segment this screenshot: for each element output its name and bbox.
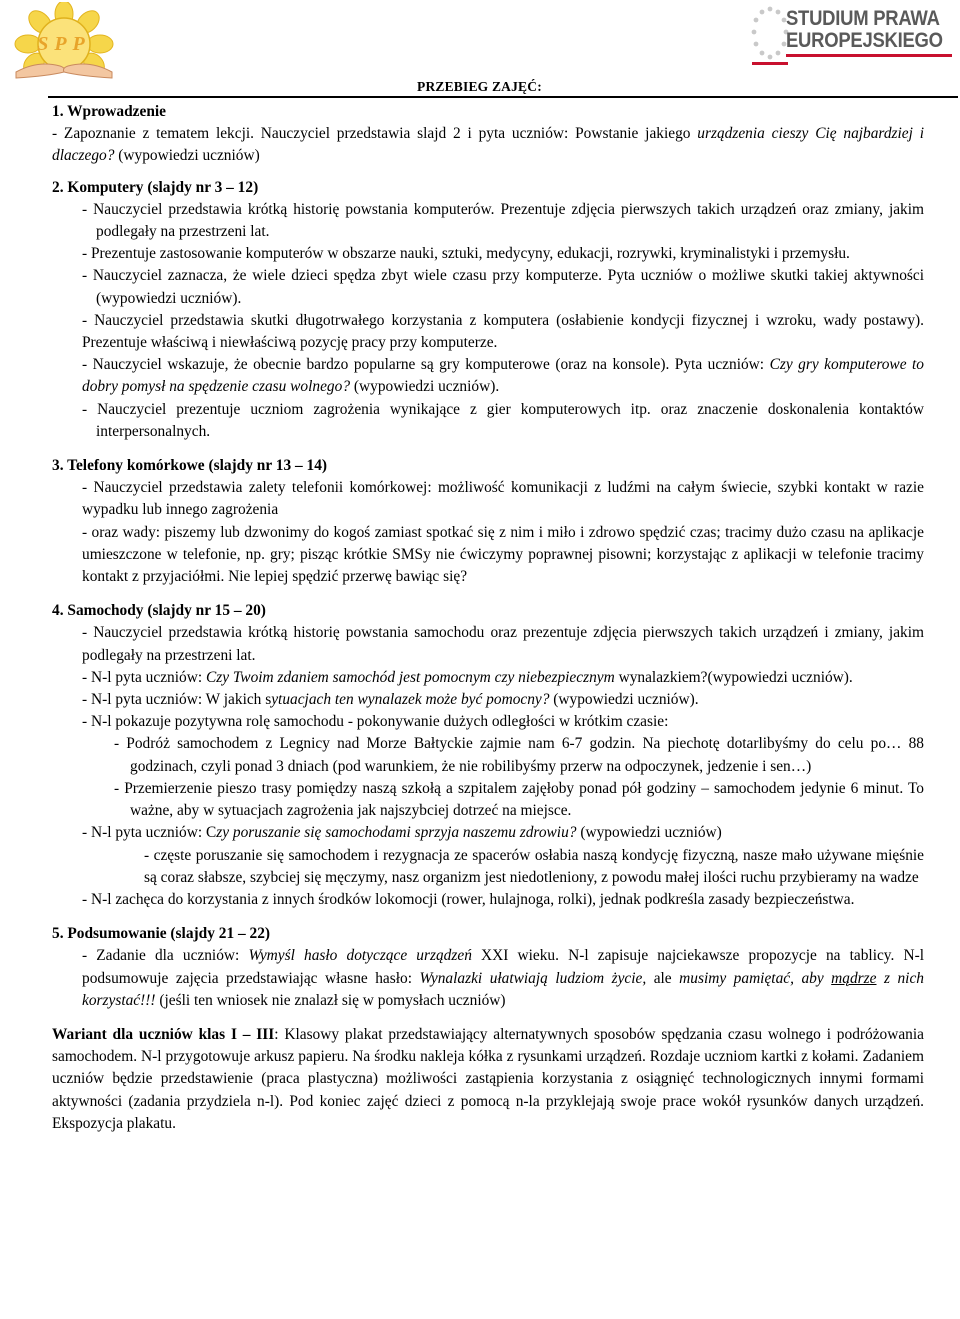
- section-4-p4: - N-l pokazuje pozytywna rolę samochodu - pokonywanie dużych odległości w krótkim czasie:: [82, 713, 669, 731]
- spp-logo: [8, 2, 120, 84]
- section-4-p3: - N-l pyta uczniów: W jakich sytuacjach ten wynalazek może być pomocny? (wypowiedzi uczniów).: [82, 691, 699, 709]
- logo-right-line-1: STUDIUM PRAWA: [786, 7, 940, 30]
- section-2-p4: - Nauczyciel przedstawia skutki długotrwałego korzystania z komputera (osłabienie kondycji fizycznej i wzroku, wady postawy). Prezentuje właściwą i niewłaściwą pozycję pracy przy komputerze.: [82, 311, 924, 352]
- header-divider: [48, 96, 958, 98]
- section-2-p5: - Nauczyciel wskazuje, że obecnie bardzo popularne są gry komputerowe (oraz na konsole). Pyta uczniów: Czy gry komputerowe to dobry pomysł na spędzenie czasu wolnego? (wypowiedzi uczniów).: [82, 356, 924, 396]
- studium-prawa-logo: [750, 2, 956, 68]
- logo-right-line-2: EUROPEJSKIEGO: [786, 29, 943, 52]
- section-2-p2: - Prezentuje zastosowanie komputerów w obszarze nauki, sztuki, medycyny, edukacji, rozrywki, kryminalistyki i przemysłu.: [82, 245, 850, 263]
- section-3-heading: 3. Telefony komórkowe (slajdy nr 13 – 14): [52, 457, 328, 475]
- section-3-p1: - Nauczyciel przedstawia zalety telefonii komórkowej: możliwość komunikacji z ludźmi na całym świecie, szybki kontakt w razie wypadku lub innego zagrożenia: [82, 479, 924, 519]
- section-5-text: - Zadanie dla uczniów: Wymyśl hasło dotyczące urządzeń XXI wieku. N-l zapisuje najciekawsze propozycje na tablicy. N-l podsumowuje zajęcia przedstawiając własne hasło: Wynalazki ułatwiają ludziom życie, ale musimy pamiętać, aby mądrze z nich korzystać!!! (jeśli ten wniosek nie znalazł się w pomysłach uczniów): [82, 947, 924, 1009]
- section-5-heading: 5. Podsumowanie (slajdy 21 – 22): [52, 925, 271, 943]
- section-4-bullet-2: - Przemierzenie pieszo trasy pomiędzy naszą szkołą a szpitalem zajęłoby ponad pół godziny – samochodem jedynie 6 minut. To ważne, aby w sytuacjach zagrożenia jak najszybciej dotrzeć na miejsce.: [114, 779, 924, 820]
- lesson-content: [52, 101, 924, 1135]
- section-4-bullet-1: - Podróż samochodem z Legnicy nad Morze Bałtyckie zajmie nam 6-7 godzin. Na piechotę dotarlibyśmy do celu po… 88 godzinach, czyli ponad 3 dniach (pod warunkiem, że nie robilibyśmy przerw na odpoczynek, jedzenie i sen…): [114, 735, 924, 775]
- section-2-p6: - Nauczyciel prezentuje uczniom zagrożenia wynikające z gier komputerowych itp. oraz znaczenie doskonalenia kontaktów interpersonalnych.: [82, 400, 924, 440]
- variant-text: : Klasowy plakat przedstawiający alternatywnych sposobów spędzania czasu wolnego i podróżowania samochodem. N-l przygotowuje arkusz papieru. Na środku nakleja kółka z rysunkami urządzeń. Rozdaje uczniom kartki z kołami. Zadaniem uczniów będzie przedstawienie (praca plastyczna) możliwości zastąpienia korzystania z osiągnięć technologicznych innymi formami aktywności (zadania przydziela n-l). Pod koniec zajęć dzieci z pomocą n-la przyklejają swoje prace wokół rysunków danych urządzeń. Ekspozycja plakatu.: [52, 1025, 924, 1132]
- section-4-p5: - N-l pyta uczniów: Czy poruszanie się samochodami sprzyja naszemu zdrowiu? (wypowiedzi uczniów): [82, 824, 722, 842]
- logo-right-red-bar: [786, 54, 952, 57]
- section-2-heading: 2. Komputery (slajdy nr 3 – 12): [52, 178, 259, 196]
- page-title: PRZEBIEG ZAJĘĆ:: [417, 79, 542, 94]
- section-4-p2: - N-l pyta uczniów: Czy Twoim zdaniem samochód jest pomocnym czy niebezpiecznym wynalazkiem?(wypowiedzi uczniów).: [82, 668, 853, 686]
- section-2-p1: - Nauczyciel przedstawia krótką historię powstania komputerów. Prezentuje zdjęcia pierwszych takich urządzeń oraz zmiany, jakim podlegały na przestrzeni lat.: [82, 200, 924, 241]
- logo-left-text: SPP: [37, 33, 91, 55]
- section-3-p2: - oraz wady: piszemy lub dzwonimy do kogoś zamiast spotkać się z nim i miło i zdrowo spędzić czas; tracimy dużo czasu na aplikacje umieszczone w telefonie, np. gry; pisząc krótkie SMSy nie ćwiczymy poprawnej pisowni; korzystając z aplikacji w telefonie tracimy kontakt z przyjaciółmi. Nie lepiej spędzić przerwę bawiąc się?: [82, 523, 924, 586]
- section-1-heading: 1. Wprowadzenie: [52, 103, 167, 120]
- logo-right-title: [786, 8, 943, 52]
- section-4-p6: - N-l zachęca do korzystania z innych środków lokomocji (rower, hulajnoga, rolki), jednak podkreśla zasady bezpieczeństwa.: [82, 890, 855, 908]
- section-2-p3: - Nauczyciel zaznacza, że wiele dzieci spędza zbyt wiele czasu przy komputerze. Pyta uczniów o możliwe skutki takiej aktywności (wypowiedzi uczniów).: [82, 267, 924, 307]
- section-1-text: - Zapoznanie z tematem lekcji. Nauczyciel przedstawia slajd 2 i pyta uczniów: Powstanie jakiego urządzenia cieszy Cię najbardziej i dlaczego? (wypowiedzi uczniów): [52, 125, 924, 165]
- section-4-bullet-3: - częste poruszanie się samochodem i rezygnacja ze spacerów osłabia naszą kondycję fizyczną, nasze mało używane mięśnie są coraz słabsze, szybciej się męczymy, nasz organizm jest niedotleniony, z powodu małej ilości ruchu przybieramy na wadze: [144, 846, 924, 886]
- variant-paragraph: [52, 1024, 924, 1135]
- eu-stars-icon: [750, 4, 790, 66]
- section-4-p1: - Nauczyciel przedstawia krótką historię powstania samochodu oraz prezentuje zdjęcia pierwszych takich urządzeń i zmiany, jakim podlegały na przestrzeni lat.: [82, 624, 924, 664]
- section-4-heading: 4. Samochody (slajdy nr 15 – 20): [52, 602, 266, 620]
- variant-label: Wariant dla uczniów klas I – III: [52, 1025, 275, 1043]
